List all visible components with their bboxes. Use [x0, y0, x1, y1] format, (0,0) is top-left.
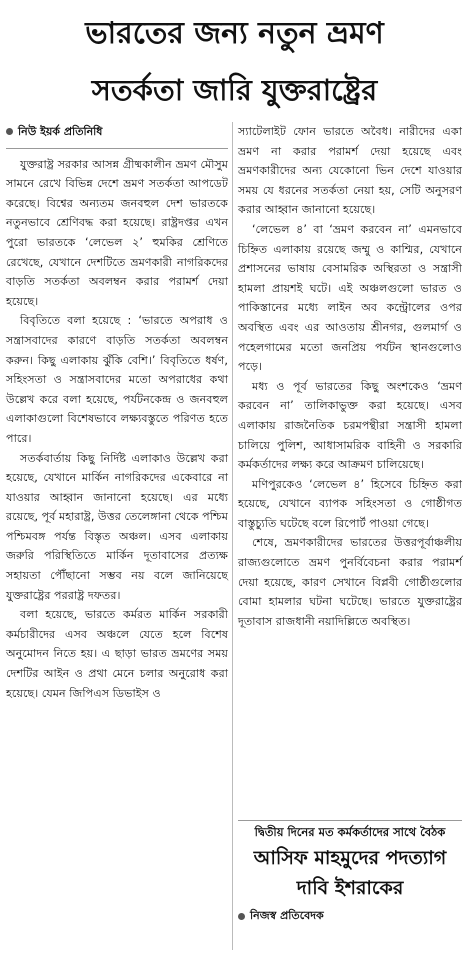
- paragraph: বিবৃতিতে বলা হয়েছে : ‘ভারতে অপরাধ ও সন্ত্রাসবাদের কারণে বাড়তি সতর্কতা অবলম্বন করুন। কিছু এলাকায় ঝুঁকি বেশি।’ বিবৃতিতে ধর্ষণ, সহিংসতা ও সন্ত্রাসবাদের মতো অপরাধের কথা উল্লেখ করে বলা হয়েছে, পর্যটনকেন্দ্র ও জনবহুল এলাকাগুলো বিশেষভাবে লক্ষ্যবস্তুতে পরিণত হতে পারে।: [6, 314, 228, 445]
- headline: [0, 6, 469, 118]
- related-title-line-1: আসিফ মাহমুদের পদত্যাগ: [253, 847, 447, 869]
- paragraph: যুক্তরাষ্ট্র সরকার আসন্ন গ্রীষ্মকালীন ভ্রমণ মৌসুম সামনে রেখে বিভিন্ন দেশে ভ্রমণ সতর্কতা আপডেট করেছে। বিশ্বের অন্যতম জনবহুল দেশ ভারতকে নতুনভাবে শ্রেণিবদ্ধ করা হয়েছে। রাষ্ট্রদপ্তর এখন পুরো ভারতকে ‘লেভেল ২’ হুমকির শ্রেণিতে রেখেছে, যেখানে দেশটিতে ভ্রমণকারী নাগরিকদের বাড়তি সতর্কতা অবলম্বন করার পরামর্শ দেয়া হয়েছে।: [6, 157, 228, 308]
- article-right-column: [238, 122, 462, 631]
- related-kicker: দ্বিতীয় দিনের মত কর্মকর্তাদের সাথে বৈঠক: [238, 820, 462, 843]
- related-article[interactable]: [238, 820, 462, 926]
- bullet-icon: [6, 128, 13, 135]
- byline-text: নিউ ইয়র্ক প্রতিনিধি: [18, 125, 103, 138]
- paragraph: বলা হয়েছে, ভারতে কর্মরত মার্কিন সরকারী কর্মচারীদের এসব অঞ্চলে যেতে হলে বিশেষ অনুমোদন নিতে হয়। এ ছাড়া ভারত ভ্রমণের সময় দেশটির আইন ও প্রথা মেনে চলার অনুরোধ করা হয়েছে। যেমন জিপিএস ডিভাইস ও: [6, 608, 228, 700]
- paragraph: মণিপুরকেও ‘লেভেল ৪’ হিসেবে চিহ্নিত করা হয়েছে, যেখানে ব্যাপক সহিংসতা ও গোষ্ঠীগত বাস্তুচ্যুতি ঘটেছে বলে রিপোর্ট পাওয়া গেছে।: [238, 477, 462, 530]
- byline: [6, 122, 228, 142]
- related-byline: [238, 907, 462, 926]
- paragraph: স্যাটেলাইট ফোন ভারতে অবৈধ। নারীদের একা ভ্রমণ না করার পরামর্শ দেয়া হয়েছে এবং ভ্রমণকারীদের অন্য যেকোনো ভিন দেশে যাওয়ার সময় যে ধরনের সতর্কতা নেয়া হয়, সেটি অনুসরণ করার আহ্বান জানানো হয়েছে।: [238, 125, 462, 217]
- article-left-column: [6, 122, 233, 950]
- related-byline-text: নিজস্ব প্রতিবেদক: [250, 909, 324, 922]
- bullet-icon: [238, 913, 245, 920]
- headline-line-2: সতর্কতা জারি যুক্তরাষ্ট্রের: [91, 73, 378, 107]
- paragraph: মধ্য ও পূর্ব ভারতের কিছু অংশকেও ‘ভ্রমণ করবেন না’ তালিকাভুক্ত করা হয়েছে। এসব এলাকায় রাজনৈতিক চরমপন্থীরা সন্ত্রাসী হামলা চালিয়ে পুলিশ, আধাসামরিক বাহিনী ও সরকারি কর্মকর্তাদের লক্ষ্য করে আক্রমণ চালিয়েছে।: [238, 379, 462, 472]
- paragraph: সতর্কবার্তায় কিছু নির্দিষ্ট এলাকাও উল্লেখ করা হয়েছে, যেখানে মার্কিন নাগরিকদের একেবারে না যাওয়ার আহ্বান জানানো হয়েছে। এর মধ্যে রয়েছে, পূর্ব মহারাষ্ট্র, উত্তর তেলেঙ্গানা থেকে পশ্চিম পশ্চিমবঙ্গ পর্যন্ত বিস্তৃত অঞ্চল। এসব এলাকায় জরুরি পরিস্থিতিতে মার্কিন দূতাবাসের প্রত্যক্ষ সহায়তা পৌঁছানো সম্ভব নয় বলে জানিয়েছে যুক্তরাষ্ট্রের পররাষ্ট্র দফতর।: [6, 451, 228, 602]
- related-title-line-2: দাবি ইশরাকের: [296, 877, 404, 899]
- divider: [6, 148, 228, 149]
- headline-line-1: ভারতের জন্য নতুন ভ্রমণ: [85, 16, 384, 51]
- paragraph: শেষে, ভ্রমণকারীদের ভারতের উত্তরপূর্বাঞ্চলীয় রাজ্যগুলোতে ভ্রমণ পুনর্বিবেচনা করার পরামর্শ দেয়া হয়েছে, কারণ সেখানে বিপ্লবী গোষ্ঠীগুলোর বোমা হামলার ঘটনা ঘটেছে। ভারতে যুক্তরাষ্ট্রের দূতাবাস রাজধানী নয়াদিল্লিতে অবস্থিত।: [238, 536, 462, 628]
- paragraph: ‘লেভেল ৪’ বা ‘ভ্রমণ করবেন না’ এমনভাবে চিহ্নিত এলাকায় রয়েছে জম্মু ও কাশ্মির, যেখানে প্রশাসনের ভাষায় বেসামরিক অস্থিরতা ও সন্ত্রাসী হামলা প্রায়শই ঘটে। এই অঞ্চলগুলো ভারত ও পাকিস্তানের মধ্যে লাইন অব কন্ট্রোলের ওপর অবস্থিত এবং এর আওতায় শ্রীনগর, গুলমার্গ ও পহেলগামের মতো জনপ্রিয় পর্যটন স্থানগুলোও পড়ে।: [238, 222, 462, 374]
